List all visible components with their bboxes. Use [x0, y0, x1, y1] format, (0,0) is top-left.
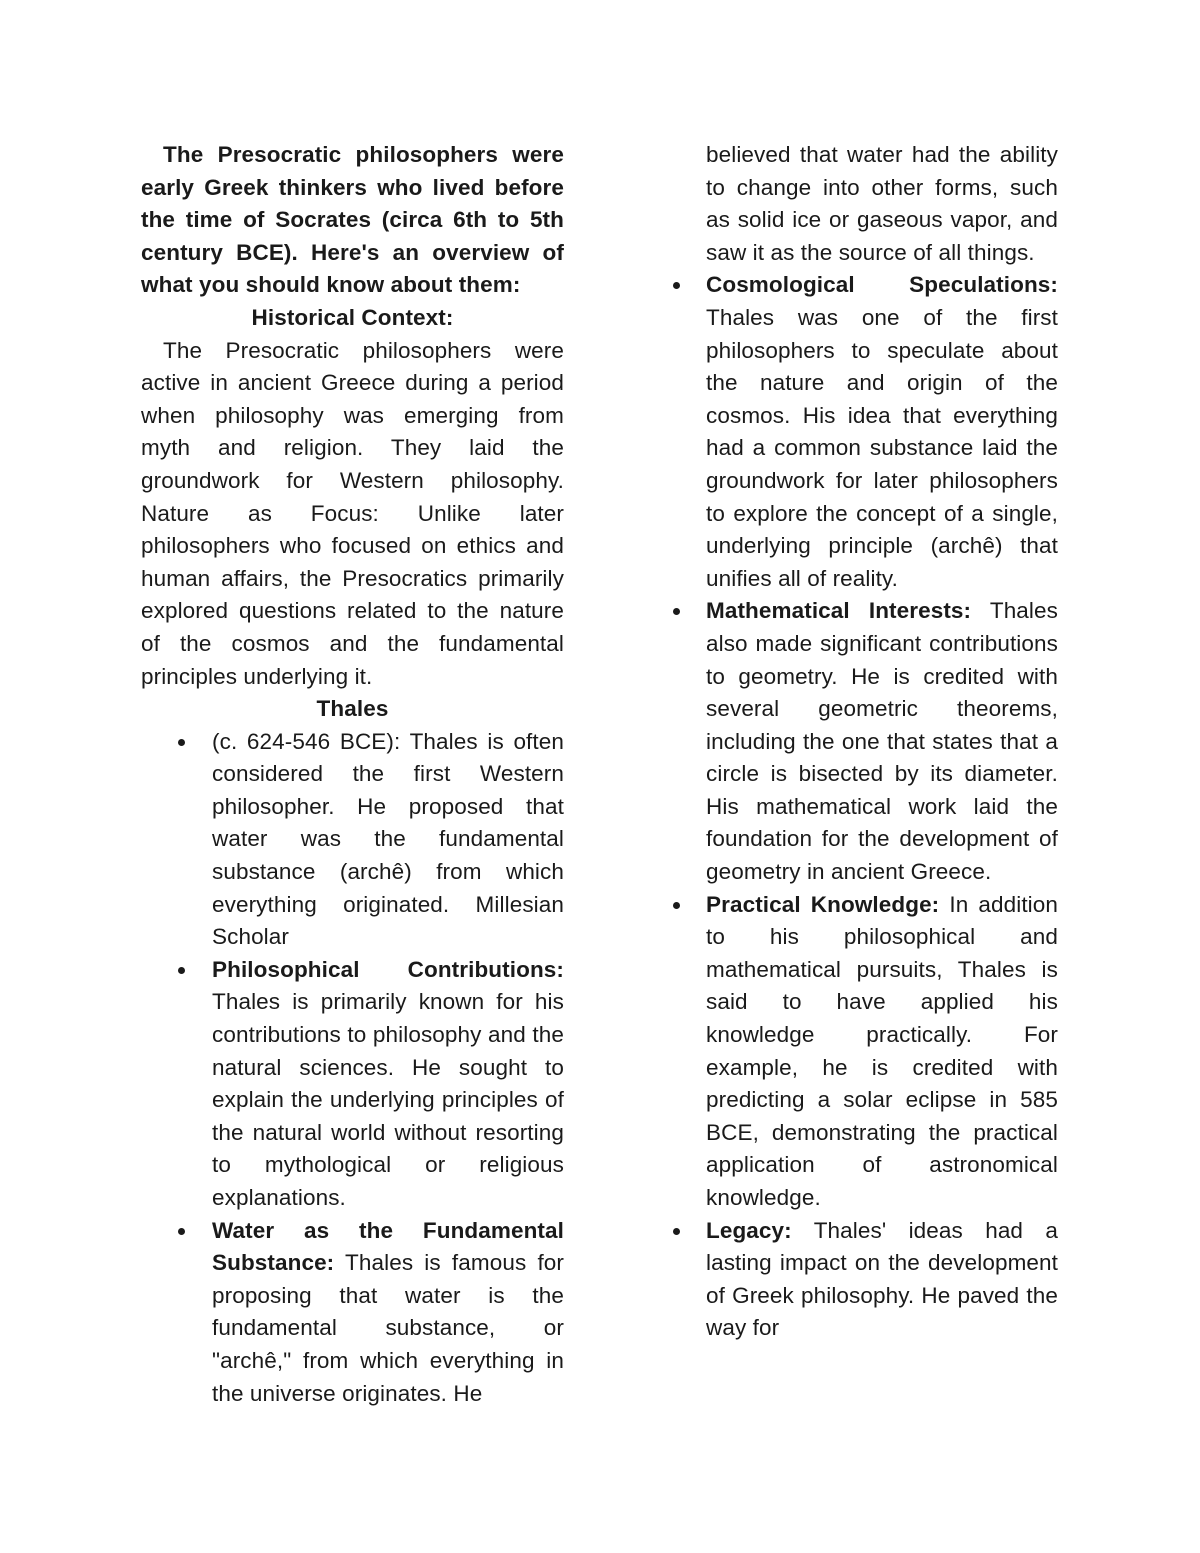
list-item: [141, 954, 564, 1215]
thales-heading: Thales: [316, 696, 389, 722]
bullet-text: (c. 624-546 BCE): Thales is often considered the first Western philosopher. He proposed that water was the fundamental substance (archê) from which everything originated. Millesian Scholar: [212, 728, 564, 950]
bullet-dot-icon: [178, 1228, 185, 1235]
bullet-title: Mathematical Interests:: [706, 598, 972, 624]
left-column: [141, 139, 564, 1410]
bullet-text: Thales is famous for proposing that water is the fundamental substance, or "archê," from which everything in the universe originates. He: [212, 1250, 564, 1406]
thales-bullet-list: [141, 726, 564, 1410]
bullet-text: Thales also made significant contributions to geometry. He is credited with several geometric theorems, including the one that states that a circle is bisected by its diameter. His mathematical work laid the foundation for the development of geometry in ancient Greece.: [706, 598, 1058, 885]
list-item: [668, 269, 1058, 595]
intro-paragraph: The Presocratic philosophers were early Greek thinkers who lived before the time of Socrates (circa 6th to 5th century BCE). Here's an overview of what you should know about them:: [141, 142, 564, 298]
bullet-text: Thales was one of the first philosophers to speculate about the nature and origin of the cosmos. His idea that everything had a common substance laid the groundwork for later philosophers to explore the concept of a single, underlying principle (archê) that unifies all of reality.: [706, 304, 1058, 591]
bullet-dot-icon: [673, 902, 680, 909]
bullet-dot-icon: [178, 967, 185, 974]
list-item: [668, 595, 1058, 888]
bullet-text: Thales is primarily known for his contributions to philosophy and the natural sciences. He sought to explain the underlying principles of the natural world without resorting to mythological or religious explanations.: [212, 989, 564, 1210]
bullet-title: Legacy:: [706, 1217, 792, 1243]
bullet-dot-icon: [673, 1228, 680, 1235]
list-item: [668, 1215, 1058, 1345]
right-column: [668, 139, 1058, 1345]
list-item: [141, 1215, 564, 1411]
list-item: [141, 726, 564, 954]
bullet-dot-icon: [673, 608, 680, 615]
bullet-text: Thales' ideas had a lasting impact on the development of Greek philosophy. He paved the way for: [706, 1217, 1059, 1341]
continuation-paragraph: believed that water had the ability to change into other forms, such as solid ice or gaseous vapor, and saw it as the source of all things.: [706, 142, 1058, 265]
bullet-title: Philosophical Contributions:: [212, 956, 564, 982]
list-item: [668, 889, 1058, 1215]
bullet-text: In addition to his philosophical and mathematical pursuits, Thales is said to have applied his knowledge practically. For example, he is credited with predicting a solar eclipse in 585 BCE, demonstrating the practical application of astronomical knowledge.: [706, 891, 1059, 1210]
bullet-title: Practical Knowledge:: [706, 891, 940, 917]
bullet-dot-icon: [673, 282, 680, 289]
thales-bullet-list-continued: [668, 269, 1058, 1345]
historical-context-paragraph: The Presocratic philosophers were active in ancient Greece during a period when philosophy was emerging from myth and religion. They laid the groundwork for Western philosophy. Nature as Focus: Unlike later philosophers who focused on ethics and human affairs, the Presocratics primarily explored questions related to the nature of the cosmos and the fundamental principles underlying it.: [141, 337, 564, 689]
historical-context-heading: Historical Context:: [251, 304, 454, 330]
bullet-dot-icon: [178, 739, 185, 746]
bullet-title: Cosmological Speculations:: [706, 272, 1058, 298]
bullet-title: Water as the Fundamental Substance:: [212, 1217, 564, 1276]
